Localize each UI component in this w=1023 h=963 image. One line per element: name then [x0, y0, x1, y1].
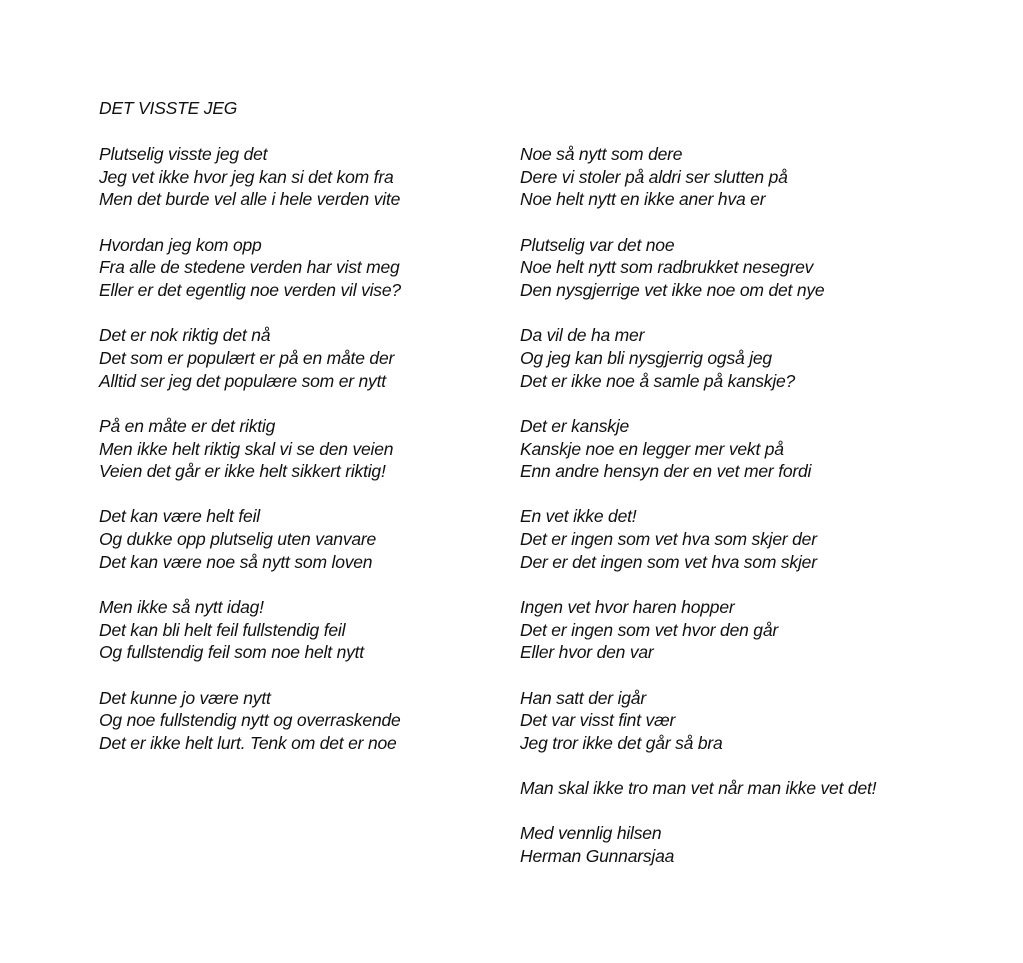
poem-line: Det kan være noe så nytt som loven	[99, 551, 373, 572]
poem-line: Kanskje noe en legger mer vekt på	[520, 438, 784, 459]
stanza	[99, 687, 401, 755]
author-name: Herman Gunnarsjaa	[520, 846, 675, 867]
poem-line: Da vil de ha mer	[520, 325, 645, 346]
poem-line: På en måte er det riktig	[99, 415, 276, 436]
poem-line: Det er ikke helt lurt. Tenk om det er noe	[99, 733, 397, 754]
poem-line: Det er ingen som vet hvor den går	[520, 619, 778, 640]
stanza	[99, 143, 401, 211]
poem-line: Jeg vet ikke hvor jeg kan si det kom fra	[99, 166, 394, 187]
poem-line: Hvordan jeg kom opp	[99, 234, 262, 255]
poem-line: Jeg tror ikke det går så bra	[520, 733, 723, 754]
poem-line: Man skal ikke tro man vet når man ikke vet det!	[520, 778, 877, 799]
poem-line: Og noe fullstendig nytt og overraskende	[99, 710, 401, 731]
stanza	[99, 596, 401, 664]
poem-line: Den nysgjerrige vet ikke noe om det nye	[520, 280, 825, 301]
poem-line: Og jeg kan bli nysgjerrig også jeg	[520, 347, 772, 368]
poem-line: Men ikke så nytt idag!	[99, 597, 264, 618]
poem-line: Det er ingen som vet hva som skjer der	[520, 529, 817, 550]
poem-line: Plutselig var det noe	[520, 234, 675, 255]
left-column	[99, 143, 401, 777]
poem-line: Alltid ser jeg det populære som er nytt	[99, 370, 386, 391]
stanza	[520, 505, 876, 573]
poem-line: Det var visst fint vær	[520, 710, 676, 731]
stanza	[520, 324, 876, 392]
stanza	[99, 234, 401, 302]
closing-statement	[520, 777, 876, 800]
stanza	[520, 234, 876, 302]
stanza	[520, 143, 876, 211]
poem-line: Eller hvor den var	[520, 642, 654, 663]
stanza	[99, 415, 401, 483]
poem-line: Det er nok riktig det nå	[99, 325, 271, 346]
stanza	[99, 324, 401, 392]
greeting-line: Med vennlig hilsen	[520, 823, 662, 844]
poem-title: DET VISSTE JEG	[99, 98, 238, 118]
poem-line: Noe så nytt som dere	[520, 144, 683, 164]
stanza	[520, 415, 876, 483]
poem-line: En vet ikke det!	[520, 506, 637, 527]
stanza	[520, 687, 876, 755]
poem-line: Og fullstendig feil som noe helt nytt	[99, 642, 364, 663]
poem-line: Han satt der igår	[520, 687, 646, 708]
poem-line: Ingen vet hvor haren hopper	[520, 597, 735, 618]
poem-line: Men det burde vel alle i hele verden vite	[99, 189, 401, 210]
poem-line: Og dukke opp plutselig uten vanvare	[99, 529, 377, 550]
poem-line: Det kunne jo være nytt	[99, 687, 271, 708]
poem-line: Plutselig visste jeg det	[99, 144, 268, 164]
stanza	[520, 596, 876, 664]
poem-line: Det er ikke noe å samle på kanskje?	[520, 370, 796, 391]
poem-line: Noe helt nytt som radbrukket nesegrev	[520, 257, 814, 278]
poem-line: Men ikke helt riktig skal vi se den veien	[99, 438, 394, 459]
poem-line: Det som er populært er på en måte der	[99, 347, 395, 368]
poem-line: Det er kanskje	[520, 415, 630, 436]
poem-line: Det kan bli helt feil fullstendig feil	[99, 619, 346, 640]
stanza	[99, 505, 401, 573]
signature-block	[520, 822, 876, 867]
poem-line: Enn andre hensyn der en vet mer fordi	[520, 461, 812, 482]
right-column	[520, 143, 876, 890]
poem-line: Det kan være helt feil	[99, 506, 260, 527]
poem-line: Veien det går er ikke helt sikkert riktig!	[99, 461, 386, 482]
poem-line: Fra alle de stedene verden har vist meg	[99, 257, 400, 278]
poem-line: Dere vi stoler på aldri ser slutten på	[520, 166, 788, 187]
poem-line: Noe helt nytt en ikke aner hva er	[520, 189, 766, 210]
poem-line: Eller er det egentlig noe verden vil vise?	[99, 280, 401, 301]
poem-line: Der er det ingen som vet hva som skjer	[520, 551, 817, 572]
